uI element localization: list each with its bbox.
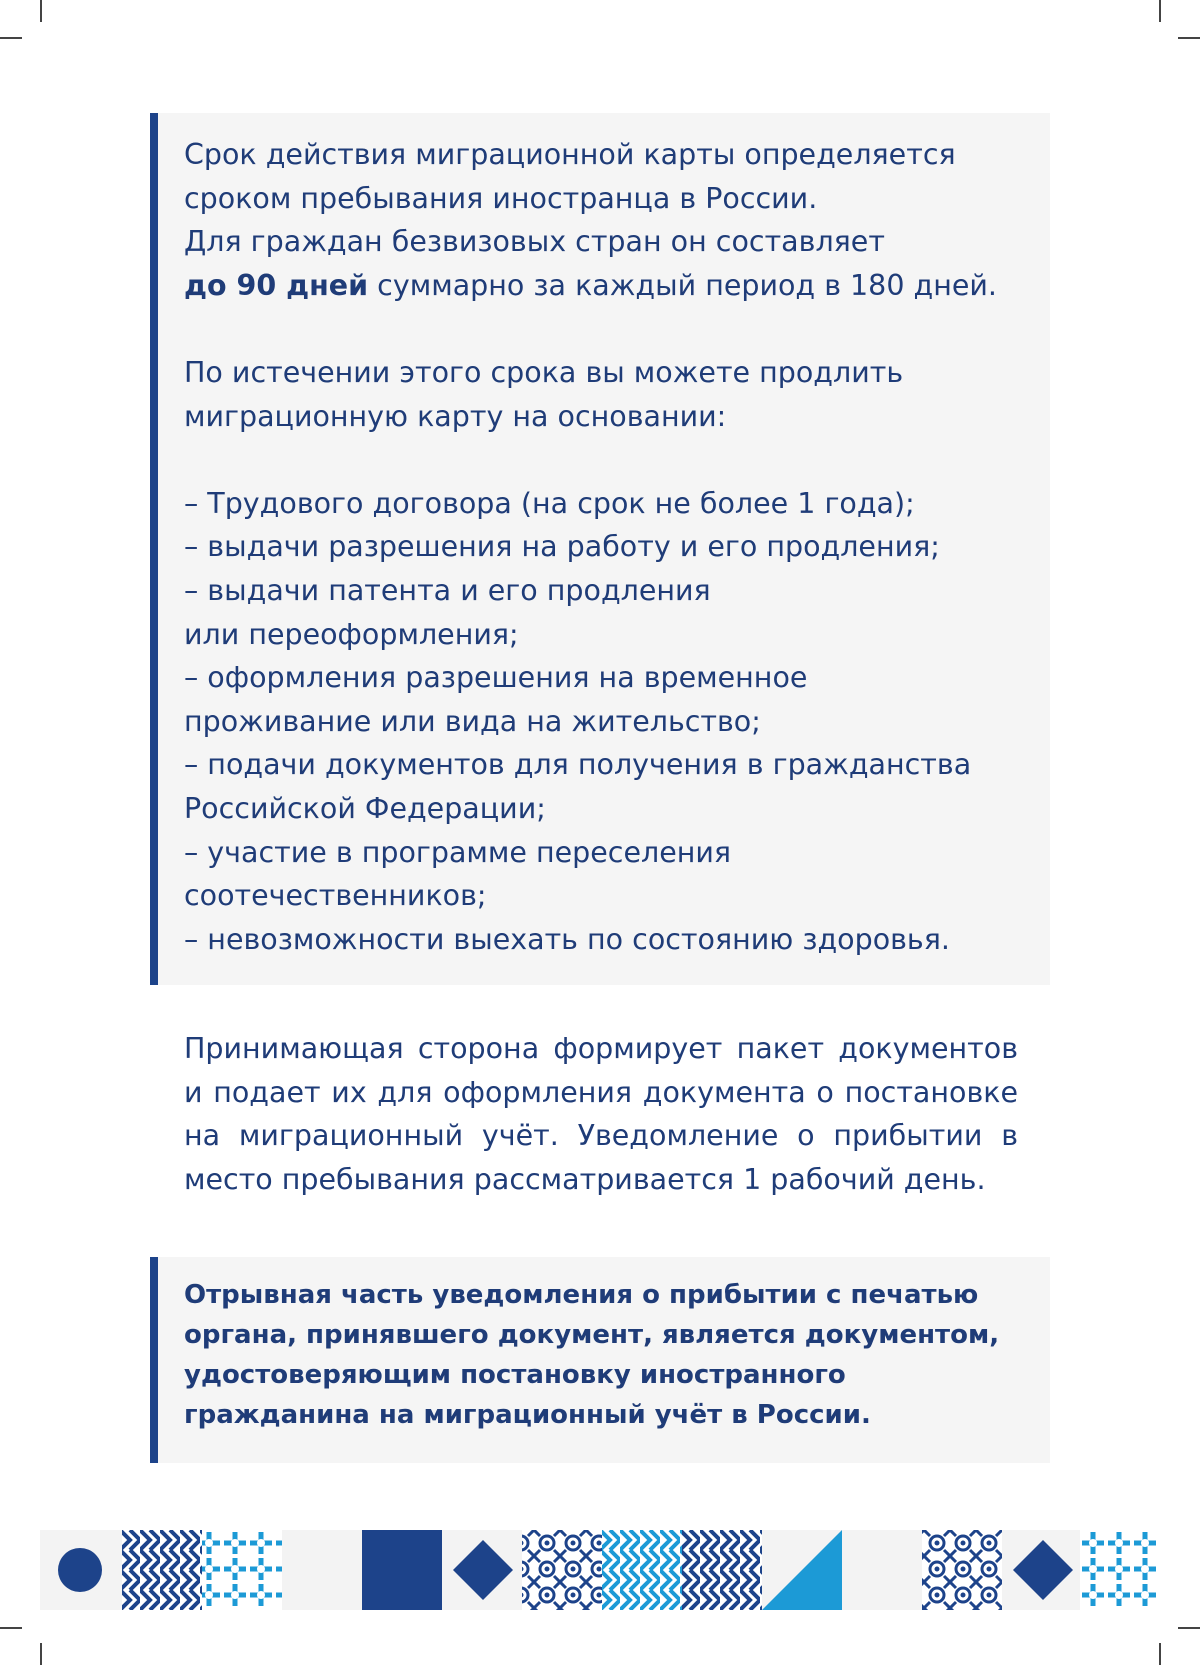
ornament-strip [40,1530,1160,1610]
ornament-weave-tile [122,1530,202,1610]
ornament-weave-tile [682,1530,762,1610]
ornament-square [362,1530,442,1610]
crop-mark-bottom-left-v [40,1643,42,1665]
highlight-90-days: до 90 дней [184,268,369,302]
registration-paragraph [184,1027,1018,1201]
crop-mark-bottom-right-h [1178,1627,1200,1629]
list-line: – Трудового договора (на срок не более 1 года); [184,486,915,520]
list-line: – невозможности выехать по состоянию здоровья. [184,922,950,956]
list-line: соотечественников; [184,879,487,913]
spacer [184,438,1050,482]
text-line: органа, принявшего документ, является документом, [184,1320,1000,1350]
list-line: проживание или вида на жительство; [184,704,761,738]
list-line: – подачи документов для получения в гражданства [184,748,972,782]
info-panel-top [150,113,1050,985]
text-line: Принимающая сторона формирует пакет документов [184,1032,1018,1065]
spacer [184,307,1050,351]
crop-mark-top-left-v [40,0,42,22]
text-span: суммарно за каждый период в 180 дней. [368,268,997,302]
info-panel-bottom [150,1257,1050,1463]
text-line: Отрывная часть уведомления о прибытии с печатью [184,1280,979,1310]
text-line: и подает их для оформления документа о постановке [184,1075,1018,1109]
list-line: Российской Федерации; [184,791,546,825]
ornament-flower-tile [922,1530,1002,1610]
ornament-cross-tile [202,1530,282,1610]
text-line: место пребывания рассматривается 1 рабочий день. [184,1162,986,1196]
text-line: Для граждан безвизовых стран он составляет [184,225,885,259]
crop-mark-top-left-h [0,37,22,39]
text-line: Срок действия миграционной карты определяется [184,138,956,171]
list-line: – выдачи патента и его продления [184,573,711,607]
ornament-flower-tile [522,1530,602,1610]
ornament-circle [58,1548,102,1592]
extension-grounds-list [184,482,1050,962]
extension-intro-text [184,351,1050,438]
crop-mark-top-right-v [1159,0,1161,22]
text-line: удостоверяющим постановку иностранного [184,1360,846,1390]
list-line: – оформления разрешения на временное [184,661,808,695]
crop-mark-top-right-h [1178,37,1200,39]
tear-off-notice-text [184,1275,1050,1435]
migration-card-validity-text [184,133,1050,307]
text-line [184,264,1050,308]
text-line: По истечении этого срока вы можете продлить [184,355,904,389]
text-line: на миграционный учёт. Уведомление о прибытии в [184,1119,1018,1153]
list-line: – участие в программе переселения [184,835,732,869]
text-line: сроком пребывания иностранца в России. [184,181,818,215]
ornament-weave-light-tile [602,1530,682,1610]
ornament-cross-tile [1080,1530,1160,1610]
text-line: гражданина на миграционный учёт в России. [184,1400,871,1430]
list-line: – выдачи разрешения на работу и его продления; [184,530,940,564]
list-line: или переоформления; [184,617,519,651]
crop-mark-bottom-right-v [1159,1643,1161,1665]
crop-mark-bottom-left-h [0,1627,22,1629]
text-line: миграционную карту на основании: [184,399,727,433]
